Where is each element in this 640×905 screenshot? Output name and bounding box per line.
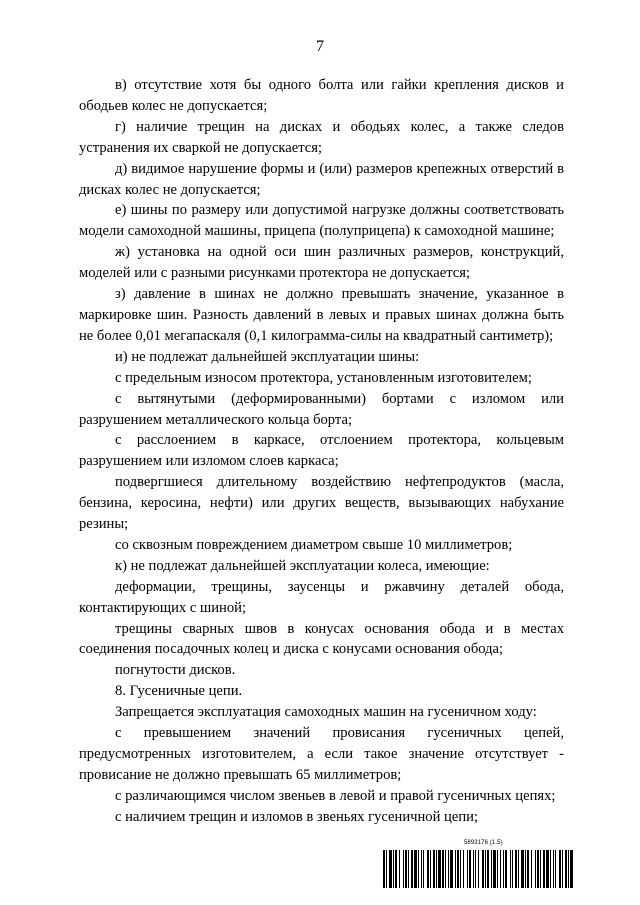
paragraph: деформации, трещины, заусенцы и ржавчину деталей обода, контактирующих с шиной; xyxy=(79,578,564,616)
paragraph: с предельным износом протектора, установленным изготовителем; xyxy=(115,369,532,386)
paragraph: погнутости дисков. xyxy=(115,662,236,679)
paragraph: со сквозным повреждением диаметром свыше 10 миллиметров; xyxy=(115,536,513,553)
paragraph: с наличием трещин и изломов в звеньях гусеничной цепи; xyxy=(115,808,478,825)
paragraph: и) не подлежат дальнейшей эксплуатации шины: xyxy=(115,348,420,365)
paragraph: подвергшиеся длительному воздействию нефтепродуктов (масла, бензина, керосина, нефти) или других веществ, вызывающих набухание резины; xyxy=(79,474,564,533)
section-heading: 8. Гусеничные цепи. xyxy=(115,683,243,700)
paragraph: в) отсутствие хотя бы одного болта или гайки крепления дисков и ободьев колес не допускается; xyxy=(79,77,564,114)
paragraph: Запрещается эксплуатация самоходных машин на гусеничном ходу: xyxy=(115,704,537,721)
barcode-image xyxy=(383,850,573,888)
paragraph: с превышением значений провисания гусеничных цепей, предусмотренных изготовителем, а если такое значение отсутствует - провисание не должно превышать 65 миллиметров; xyxy=(79,725,564,783)
page-number: 7 xyxy=(316,38,324,55)
document-body xyxy=(79,75,564,828)
paragraph: г) наличие трещин на дисках и ободьях колес, а также следов устранения их сваркой не допускается; xyxy=(79,118,564,156)
paragraph: трещины сварных швов в конусах основания обода и в местах соединения посадочных колец и диска с конусами основания обода; xyxy=(79,620,564,658)
paragraph: к) не подлежат дальнейшей эксплуатации колеса, имеющие: xyxy=(115,557,490,574)
paragraph: ж) установка на одной оси шин различных размеров, конструкций, моделей или с разными рисунками протектора не допускается; xyxy=(79,244,564,282)
paragraph: с расслоением в каркасе, отслоением протектора, кольцевым разрушением или изломом слоев каркаса; xyxy=(79,432,564,470)
paragraph: е) шины по размеру или допустимой нагрузке должны соответствовать модели самоходной машины, прицепа (полуприцепа) к самоходной машине; xyxy=(79,202,564,240)
paragraph: д) видимое нарушение формы и (или) размеров крепежных отверстий в дисках колес не допускается; xyxy=(79,160,564,198)
paragraph: з) давление в шинах не должно превышать значение, указанное в маркировке шин. Разность давлений в левых и правых шинах должна быть не более 0,01 мегапаскаля (0,1 килограмма-силы на квадратный сантиметр); xyxy=(79,286,564,344)
paragraph: с различающимся числом звеньев в левой и правой гусеничных цепях; xyxy=(115,787,556,804)
barcode-caption: 5893176 (1.5) xyxy=(464,840,503,846)
barcode-block xyxy=(383,840,573,890)
paragraph: с вытянутыми (деформированными) бортами с изломом или разрушением металлического кольца борта; xyxy=(79,390,564,428)
